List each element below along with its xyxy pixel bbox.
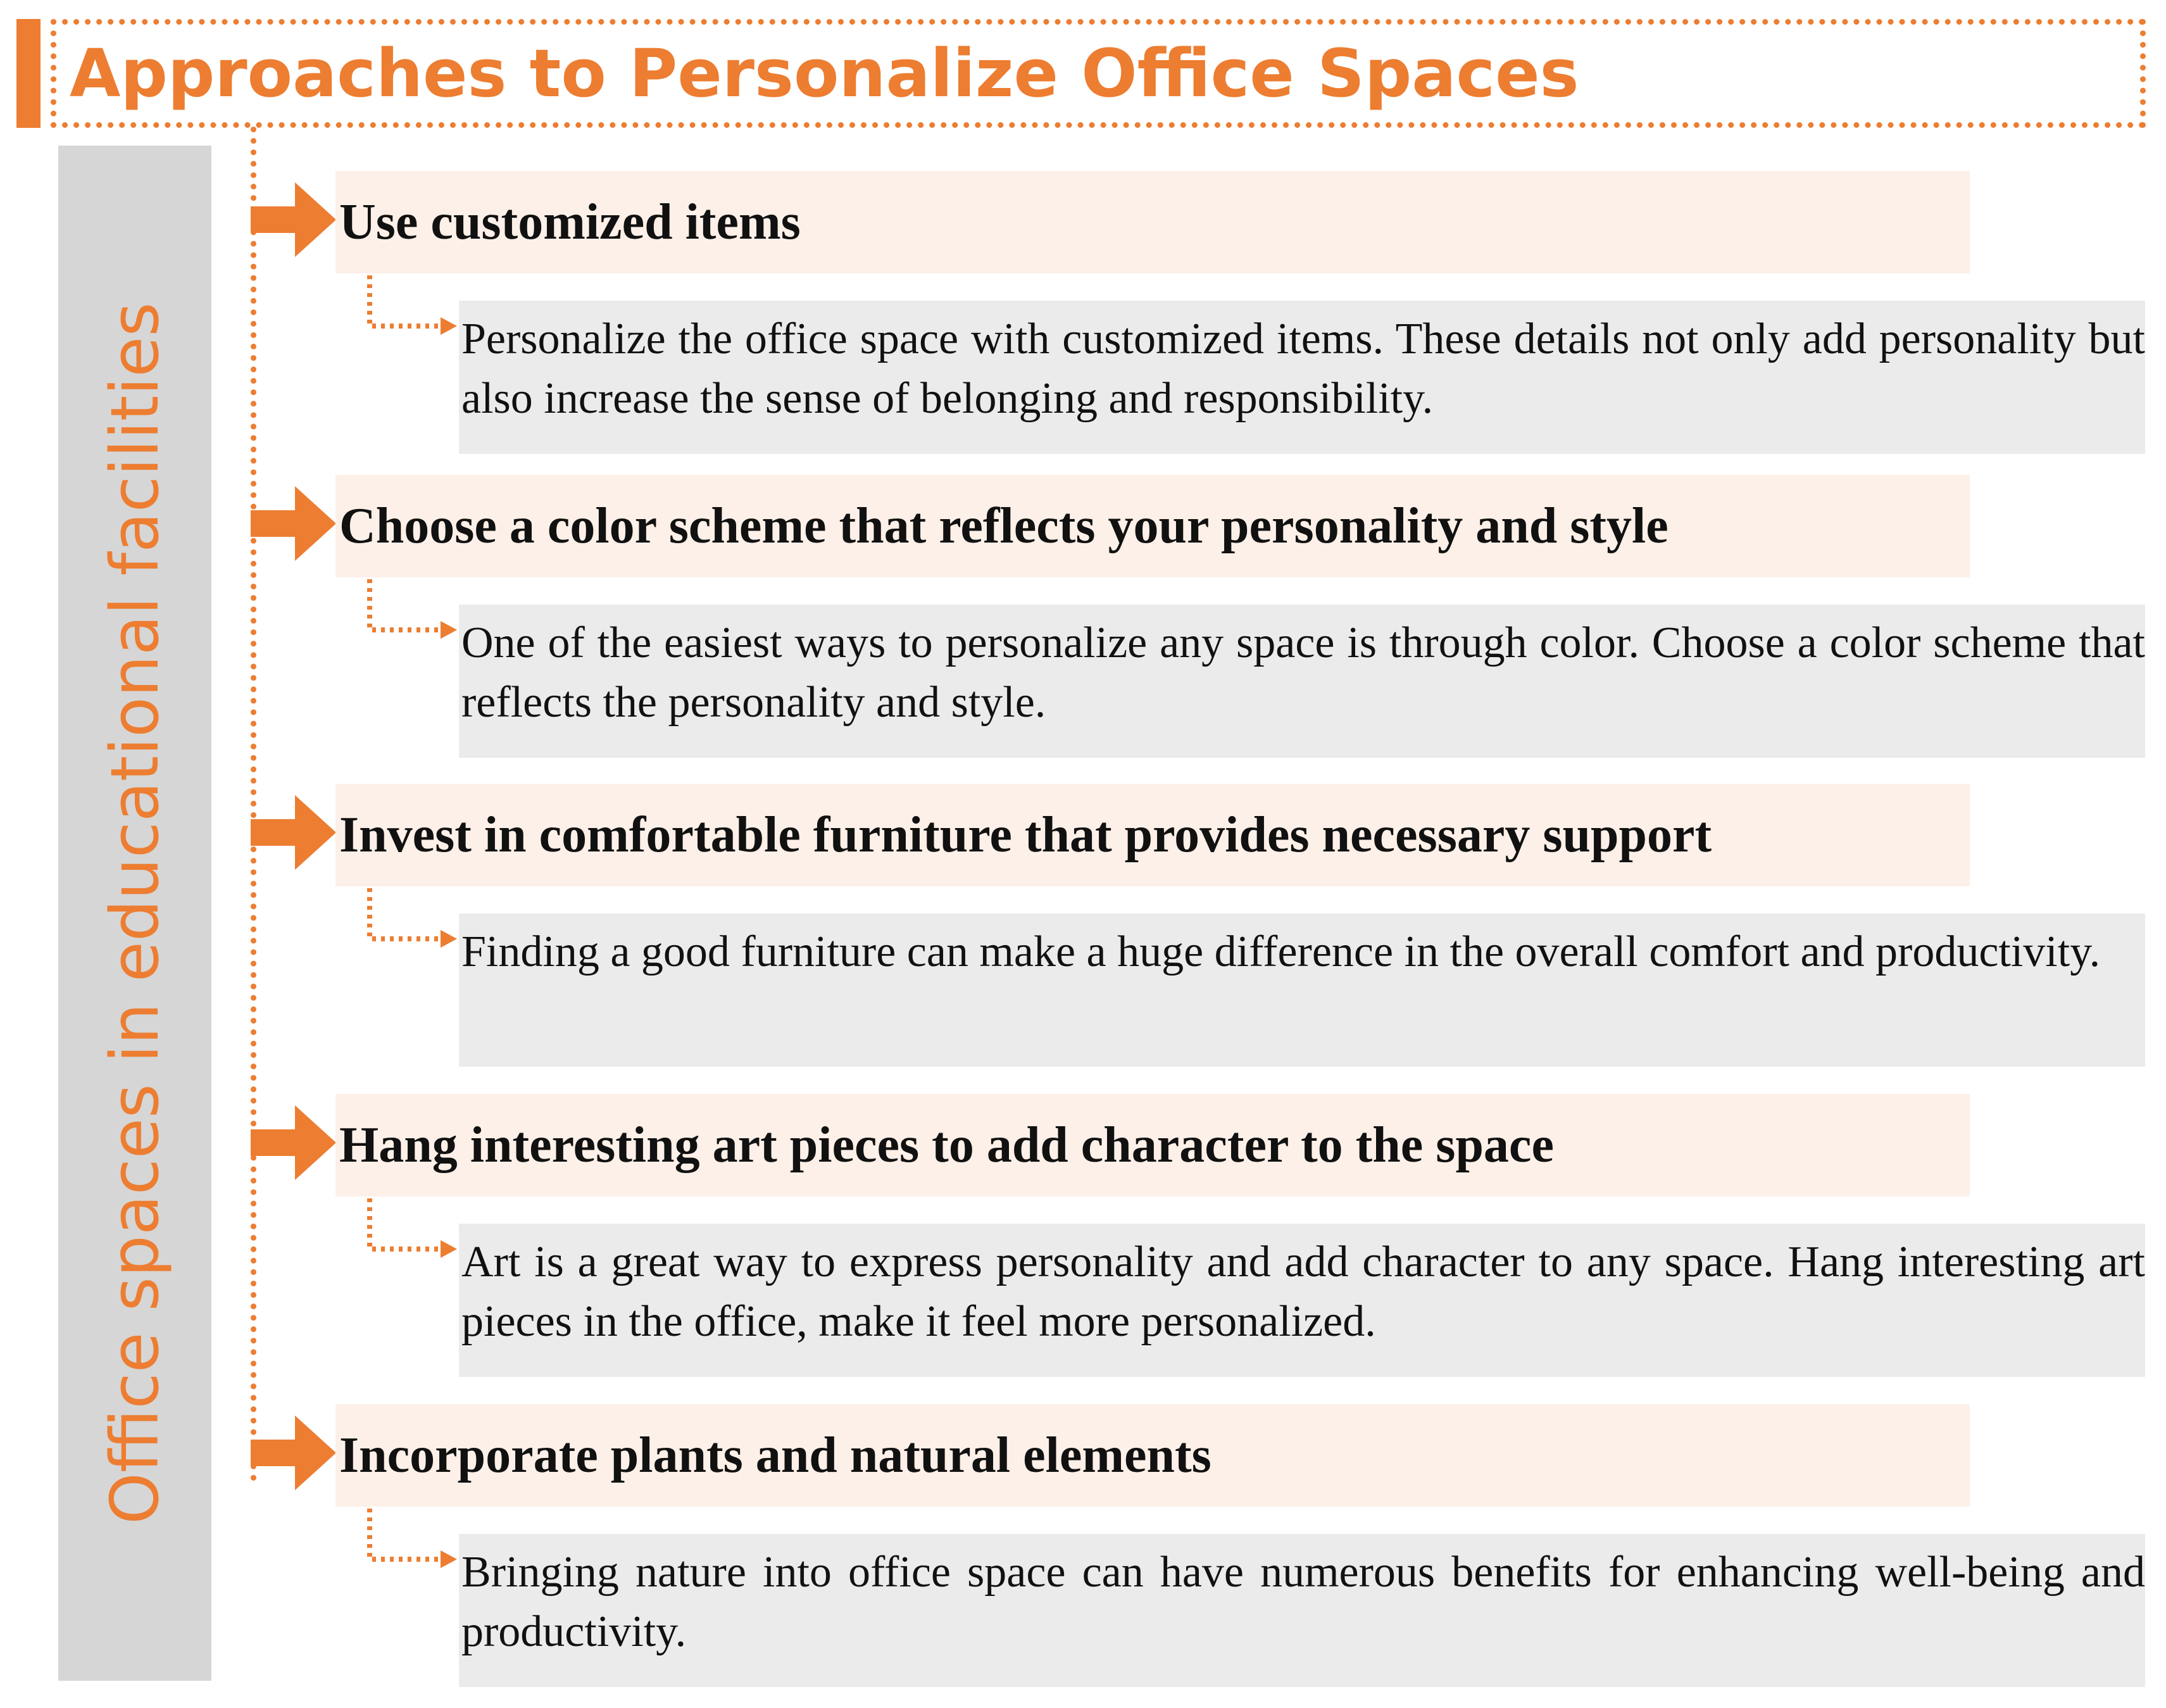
list-item: [0, 475, 2166, 779]
list-item: [0, 1404, 2166, 1708]
item-description: Finding a good furniture can make a huge difference in the overall comfort and productivity.: [459, 914, 2145, 1067]
arrow-right-icon: [251, 1416, 339, 1490]
page-title: Approaches to Personalize Office Spaces: [70, 35, 1579, 112]
item-heading: Incorporate plants and natural elements: [335, 1404, 1970, 1507]
item-description: Bringing nature into office space can have numerous benefits for enhancing well-being and productivity.: [459, 1534, 2145, 1687]
item-heading: Hang interesting art pieces to add character to the space: [335, 1094, 1970, 1196]
item-description: Personalize the office space with customized items. These details not only add personality but also increase the sense of belonging and responsibility.: [459, 301, 2145, 454]
arrow-right-icon: [251, 182, 339, 257]
item-description: Art is a great way to express personality and add character to any space. Hang interesting art pieces in the office, make it feel more personalized.: [459, 1224, 2145, 1377]
list-item: [0, 784, 2166, 1088]
arrow-right-icon: [251, 1105, 339, 1180]
side-label: Office spaces in educational facilities: [96, 302, 173, 1524]
connector-arrow-icon: [367, 888, 462, 951]
item-heading: Invest in comfortable furniture that provides necessary support: [335, 784, 1970, 886]
list-item: [0, 1094, 2166, 1398]
list-item: [0, 171, 2166, 475]
arrow-right-icon: [251, 795, 339, 870]
connector-arrow-icon: [367, 1509, 462, 1572]
arrow-right-icon: [251, 486, 339, 561]
item-heading: Use customized items: [335, 171, 1970, 273]
item-description: One of the easiest ways to personalize any space is through color. Choose a color scheme that reflects the personality and style.: [459, 605, 2145, 758]
connector-arrow-icon: [367, 1198, 462, 1262]
title-accent-bar: [16, 19, 41, 128]
connector-arrow-icon: [367, 579, 462, 643]
item-heading: Choose a color scheme that reflects your personality and style: [335, 475, 1970, 577]
connector-arrow-icon: [367, 275, 462, 339]
